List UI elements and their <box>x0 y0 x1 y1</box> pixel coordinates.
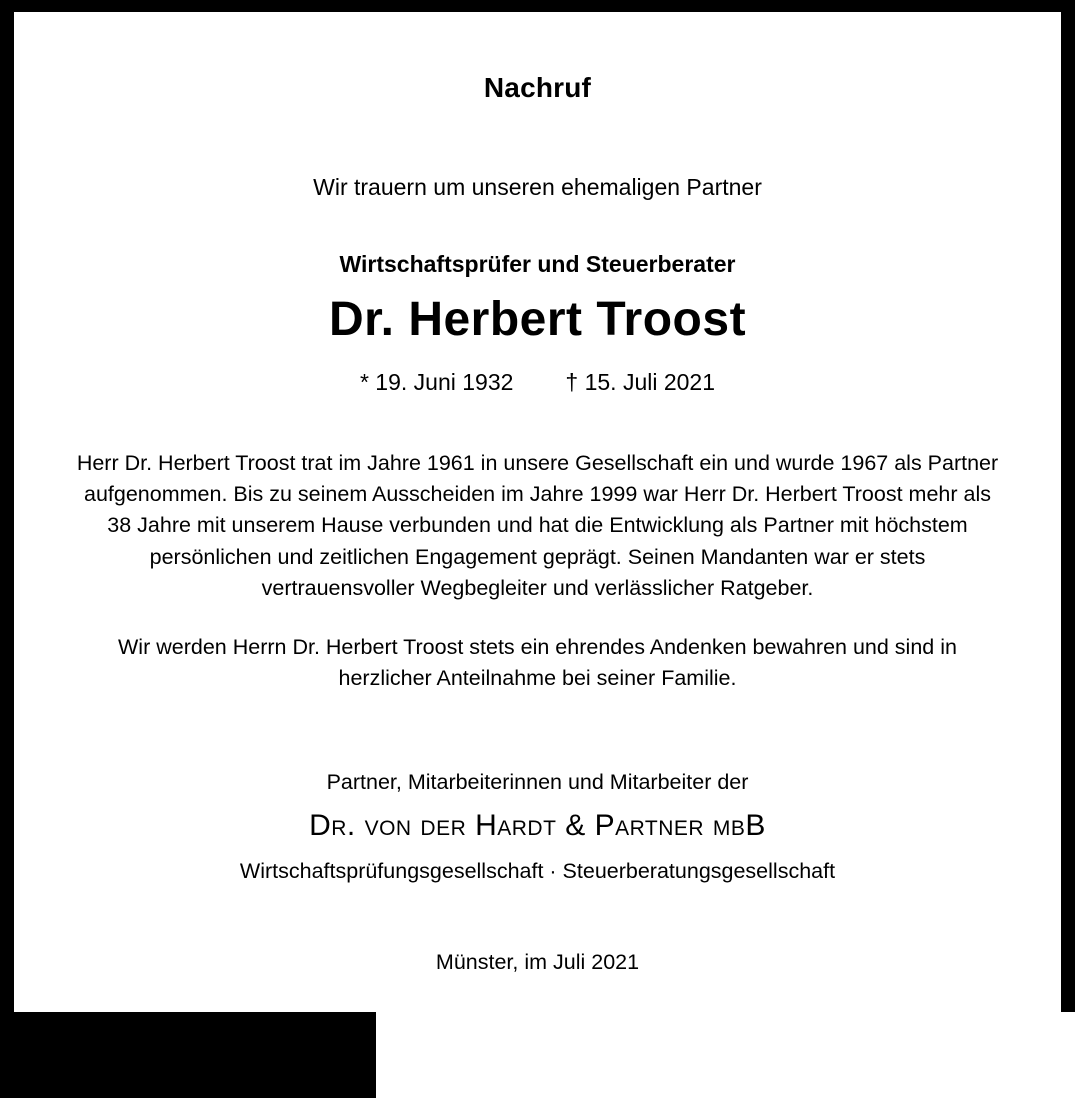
place-and-date: Münster, im Juli 2021 <box>435 950 640 975</box>
notice-content <box>14 72 1061 975</box>
death-date: † 15. Juli 2021 <box>565 369 716 395</box>
firm-subtitle: Wirtschaftsprüfungsgesellschaft · Steuerberatungsgesellschaft <box>239 859 836 884</box>
signatory-block <box>14 770 1061 884</box>
profession-line: Wirtschaftsprüfer und Steuerberater <box>339 251 736 277</box>
page-title: Nachruf <box>483 72 592 103</box>
signatory-prefix: Partner, Mitarbeiterinnen und Mitarbeiter der <box>326 770 749 795</box>
life-dates <box>14 369 1061 396</box>
mourning-line: Wir trauern um unseren ehemaligen Partner <box>313 174 762 200</box>
tribute-paragraph-1: Herr Dr. Herbert Troost trat im Jahre 1961 in unsere Gesellschaft ein und wurde 1967 als Partner aufgenommen. Bis zu seinem Ausscheiden im Jahre 1999 war Herr Dr. Herbert Troost mehr als 38 Jahre mit unserem Hause verbunden und hat die Entwicklung als Partner mit höchstem persönlichen und zeitlichen Engagement geprägt. Seinen Mandanten war er stets vertrauensvoller Wegbegleiter und verlässlicher Ratgeber. <box>76 451 999 600</box>
birth-date: * 19. Juni 1932 <box>359 369 514 395</box>
bottom-white-block <box>376 1012 1075 1098</box>
firm-name: Dr. von der Hardt & Partner mbB <box>309 809 766 843</box>
tribute-paragraph-2: Wir werden Herrn Dr. Herbert Troost stets ein ehrendes Andenken bewahren und sind in herzlicher Anteilnahme bei seiner Familie. <box>118 634 957 691</box>
obituary-notice-card <box>14 12 1061 1012</box>
deceased-name: Dr. Herbert Troost <box>328 293 747 346</box>
